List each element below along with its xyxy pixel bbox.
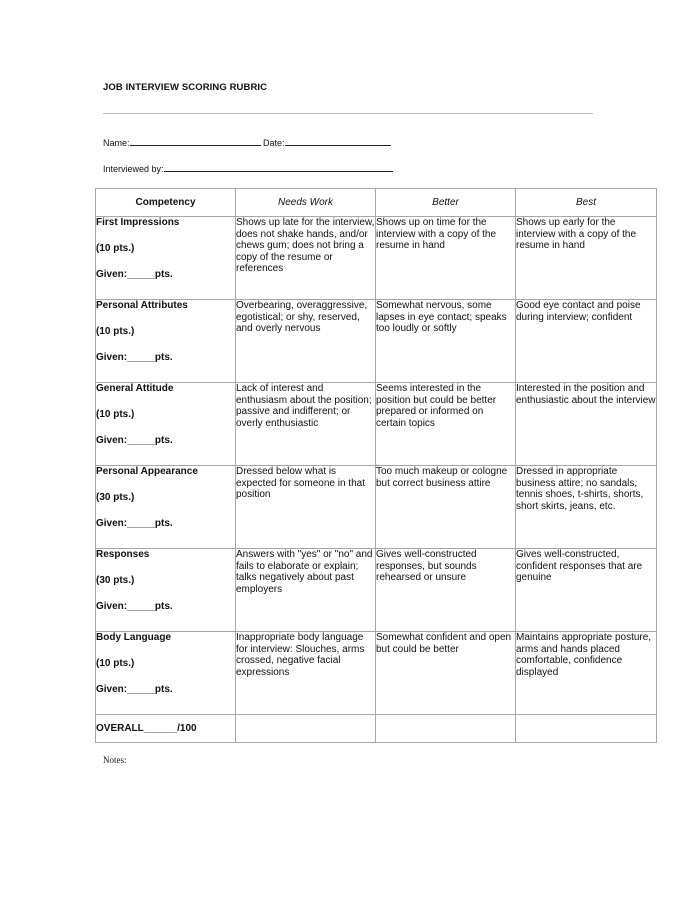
given-points-field[interactable]: Given:_____pts. xyxy=(96,269,173,280)
needs-work-cell: Dressed below what is expected for someone in that position xyxy=(236,466,376,549)
competency-name: General Attitude xyxy=(96,383,174,394)
overall-empty-cell xyxy=(516,715,657,743)
needs-work-cell: Answers with "yes" or "no" and fails to elaborate or explain; talks negatively about past employers xyxy=(236,549,376,632)
competency-name: Personal Appearance xyxy=(96,466,198,477)
competency-cell xyxy=(96,632,236,715)
best-cell: Dressed in appropriate business attire; no sandals, tennis shoes, t-shirts, shorts, short skirts, jeans, etc. xyxy=(516,466,657,549)
column-header-better: Better xyxy=(376,189,516,217)
needs-work-cell: Overbearing, overaggressive, egotistical; or shy, reserved, and overly nervous xyxy=(236,300,376,383)
table-row xyxy=(96,300,657,383)
given-points-field[interactable]: Given:_____pts. xyxy=(96,684,173,695)
better-cell: Seems interested in the position but could be better prepared or informed on certain topics xyxy=(376,383,516,466)
competency-cell xyxy=(96,466,236,549)
best-cell: Maintains appropriate posture, arms and hands placed comfortable, confidence displayed xyxy=(516,632,657,715)
column-header-competency: Competency xyxy=(96,189,236,217)
best-cell: Interested in the position and enthusiastic about the interview xyxy=(516,383,657,466)
column-header-needs-work: Needs Work xyxy=(236,189,376,217)
competency-name: Responses xyxy=(96,549,150,560)
given-points-field[interactable]: Given:_____pts. xyxy=(96,435,173,446)
interviewed-by-label: Interviewed by: xyxy=(103,164,164,174)
name-date-line xyxy=(103,136,391,148)
table-row xyxy=(96,217,657,300)
scoring-rubric-table xyxy=(95,188,657,743)
better-cell: Shows up on time for the interview with a copy of the resume in hand xyxy=(376,217,516,300)
table-row xyxy=(96,632,657,715)
date-field[interactable] xyxy=(285,136,391,146)
best-cell: Good eye contact and poise during interview; confident xyxy=(516,300,657,383)
table-header-row xyxy=(96,189,657,217)
column-header-best: Best xyxy=(516,189,657,217)
better-cell: Gives well-constructed responses, but sounds rehearsed or unsure xyxy=(376,549,516,632)
interviewed-by-field[interactable] xyxy=(164,162,393,172)
overall-empty-cell xyxy=(376,715,516,743)
overall-score-field[interactable]: OVERALL______/100 xyxy=(96,715,236,743)
better-cell: Somewhat confident and open but could be better xyxy=(376,632,516,715)
name-field[interactable] xyxy=(130,136,261,146)
competency-name: Body Language xyxy=(96,632,172,643)
given-points-field[interactable]: Given:_____pts. xyxy=(96,352,173,363)
competency-points: (10 pts.) xyxy=(96,243,135,254)
competency-cell xyxy=(96,217,236,300)
header-divider xyxy=(103,113,593,114)
best-cell: Shows up early for the interview with a copy of the resume in hand xyxy=(516,217,657,300)
interviewed-by-line xyxy=(103,162,393,174)
given-points-field[interactable]: Given:_____pts. xyxy=(96,518,173,529)
competency-points: (10 pts.) xyxy=(96,409,135,420)
needs-work-cell: Inappropriate body language for interview: Slouches, arms crossed, negative facial expressions xyxy=(236,632,376,715)
better-cell: Too much makeup or cologne but correct business attire xyxy=(376,466,516,549)
competency-points: (10 pts.) xyxy=(96,658,135,669)
competency-points: (30 pts.) xyxy=(96,575,135,586)
better-cell: Somewhat nervous, some lapses in eye contact; speaks too loudly or softly xyxy=(376,300,516,383)
competency-cell xyxy=(96,300,236,383)
needs-work-cell: Lack of interest and enthusiasm about the position; passive and indifferent; or overly enthusiastic xyxy=(236,383,376,466)
overall-empty-cell xyxy=(236,715,376,743)
given-points-field[interactable]: Given:_____pts. xyxy=(96,601,173,612)
competency-points: (30 pts.) xyxy=(96,492,135,503)
name-label: Name: xyxy=(103,138,130,148)
competency-cell xyxy=(96,383,236,466)
competency-cell xyxy=(96,549,236,632)
date-label: Date: xyxy=(263,138,285,148)
competency-name: Personal Attributes xyxy=(96,300,188,311)
overall-row xyxy=(96,715,657,743)
table-row xyxy=(96,466,657,549)
competency-name: First Impressions xyxy=(96,217,180,228)
competency-points: (10 pts.) xyxy=(96,326,135,337)
notes-label: Notes: xyxy=(103,755,127,765)
page-title: JOB INTERVIEW SCORING RUBRIC xyxy=(103,82,268,93)
table-row xyxy=(96,383,657,466)
needs-work-cell: Shows up late for the interview, does not shake hands, and/or chews gum; does not bring a copy of the resume or references xyxy=(236,217,376,300)
table-row xyxy=(96,549,657,632)
best-cell: Gives well-constructed, confident responses that are genuine xyxy=(516,549,657,632)
